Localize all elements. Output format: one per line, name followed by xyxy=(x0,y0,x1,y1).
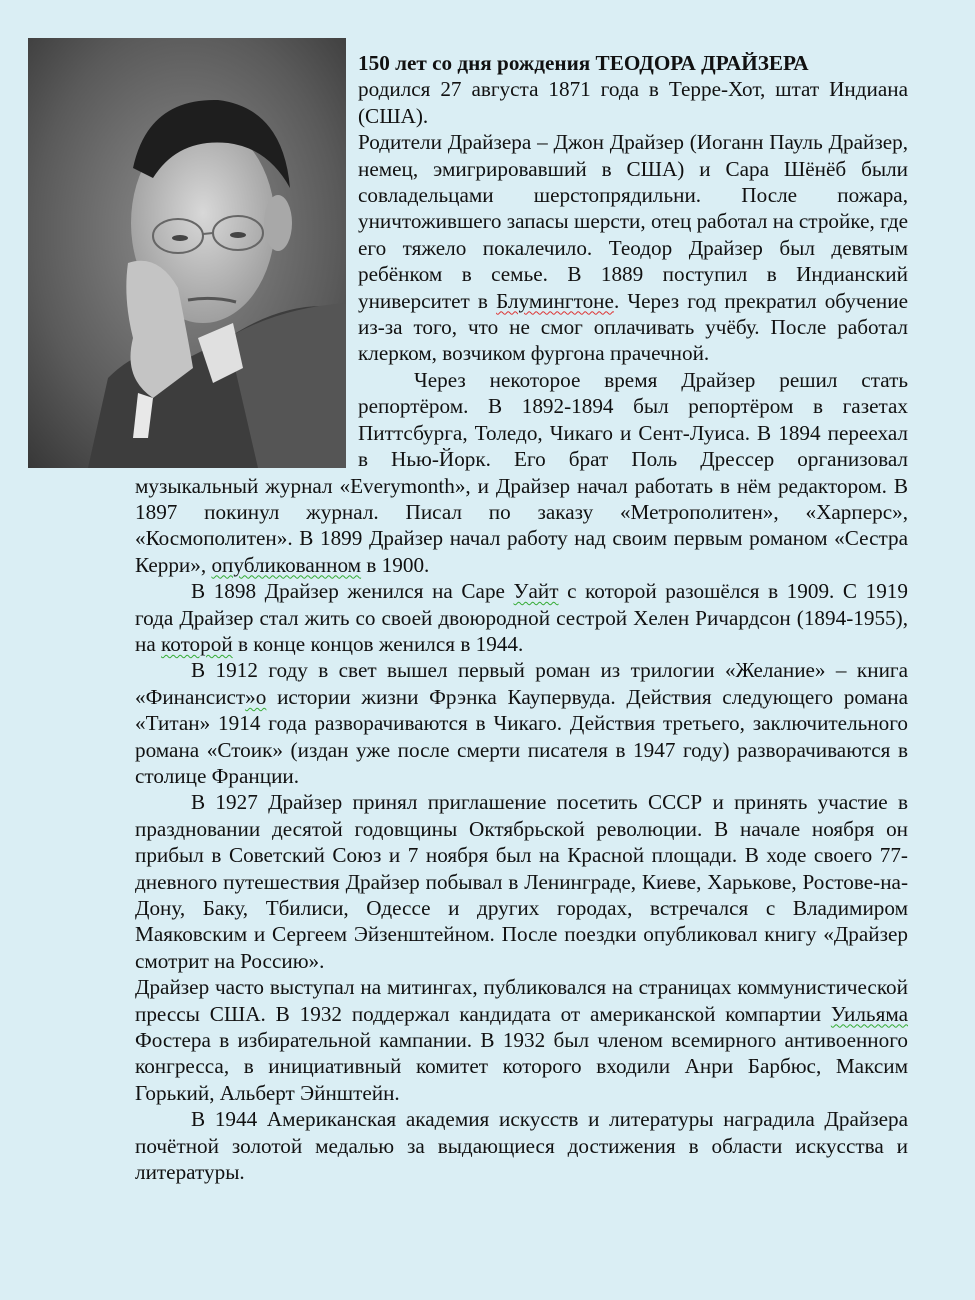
grammar-marked-word: Уильяма xyxy=(830,1001,908,1026)
paragraph-text: Родители Драйзера – Джон Драйзер (Иоганн Пауль Драйзер, немец, эмигрировавший в США) и Сара Шёнёб были совладельцами шерстопрядильни. После пожара, уничтожившего запасы шерсти, отец работал на стройке, где его тяжело покалечило. Теодор Драйзер был девятым ребёнком в семье. В 1889 поступил в Индианский университет в xyxy=(358,130,908,313)
paragraph-text: . Через год прекратил обучение из-за того, что не смог оплачивать учёбу. После работал клерком, возчиком фургона прачечной. xyxy=(358,288,908,366)
grammar-marked-word: »о xyxy=(245,684,267,709)
grammar-marked-word: которой xyxy=(161,631,233,656)
paragraph-text: в 1900. xyxy=(361,552,430,577)
paragraph-text: Фостера в избирательной кампании. В 1932 был членом всемирного антивоенного конгресса, в инициативный комитет которого входили Анри Барбюс, Максим Горький, Альберт Эйнштейн. xyxy=(135,1028,908,1105)
spellcheck-marked-word: Блумингтоне xyxy=(496,288,614,313)
paragraph-text: В 1912 году в свет вышел первый роман из трилогии «Желание» – книга «Финансист xyxy=(135,658,908,709)
paragraph-text: В 1898 Драйзер женился на Саре xyxy=(191,579,514,604)
grammar-marked-word: опубликованном xyxy=(211,552,362,577)
paragraph-politics xyxy=(135,974,908,1106)
paragraph-text: с которой разошёлся в 1909. С 1919 года Драйзер стал жить со своей двоюродной сестрой Хелен Ричардсон (1894-1955), на xyxy=(135,579,908,656)
paragraph-text: в конце концов женился в 1944. xyxy=(232,631,524,656)
paragraph-text: Через некоторое время Драйзер решил стать репортёром. В 1892-1894 был репортёром в газетах Питтсбурга, Толедо, Чикаго и Сент-Луиса. В 1894 переехал в Нью-Йорк. Его брат Поль Дрессер организовал музыкальный журнал «Everymonth», и Драйзер начал работать в нём редактором. В 1897 покинул журнал. Писал по заказу «Метрополитен», «Харперс», «Космополитен». В 1899 Драйзер начал работу над своим первым романом «Сестра Керри», xyxy=(135,367,908,577)
title-text: 150 лет со дня рождения ТЕОДОРА ДРАЙЗЕРА xyxy=(358,51,809,75)
paragraph-ussr-visit: В 1927 Драйзер принял приглашение посетить СССР и принять участие в праздновании десятой годовщины Октябрьской революции. В начале ноября он прибыл в Советский Союз и 7 ноября был на Красной площади. В ходе своего 77-дневного путешествия Драйзер побывал в Ленинграде, Киеве, Харькове, Ростове-на-Дону, Баку, Тбилиси, Одессе и других городах, встречался с Владимиром Маяковским и Сергеем Эйзенштейном. После поездки опубликовал книгу «Драйзер смотрит на Россию». xyxy=(135,790,908,973)
paragraph-trilogy xyxy=(135,657,908,789)
grammar-marked-word: Уайт xyxy=(513,579,559,604)
paragraph-text: Драйзер часто выступал на митингах, публиковался на страницах коммунистической прессы США. В 1932 поддержал кандидата от американской компартии xyxy=(135,975,908,1026)
article-body xyxy=(135,50,908,1185)
paragraph-birth: родился 27 августа 1871 года в Терре-Хот, штат Индиана (США). xyxy=(358,77,908,128)
photo-wrap-spacer xyxy=(135,50,358,468)
paragraph-text: истории жизни Фрэнка Каупервуда. Действия следующего романа «Титан» 1914 года разворачиваются в Чикаго. Действия третьего, заключительного романа «Стоик» (издан уже после смерти писателя в 1947 году) разворачиваются в столице Франции. xyxy=(135,684,908,788)
paragraph-marriage xyxy=(135,578,908,657)
paragraph-award: В 1944 Американская академия искусств и литературы наградила Драйзера почётной золотой медалью за выдающиеся достижения в области искусства и литературы. xyxy=(135,1107,908,1185)
